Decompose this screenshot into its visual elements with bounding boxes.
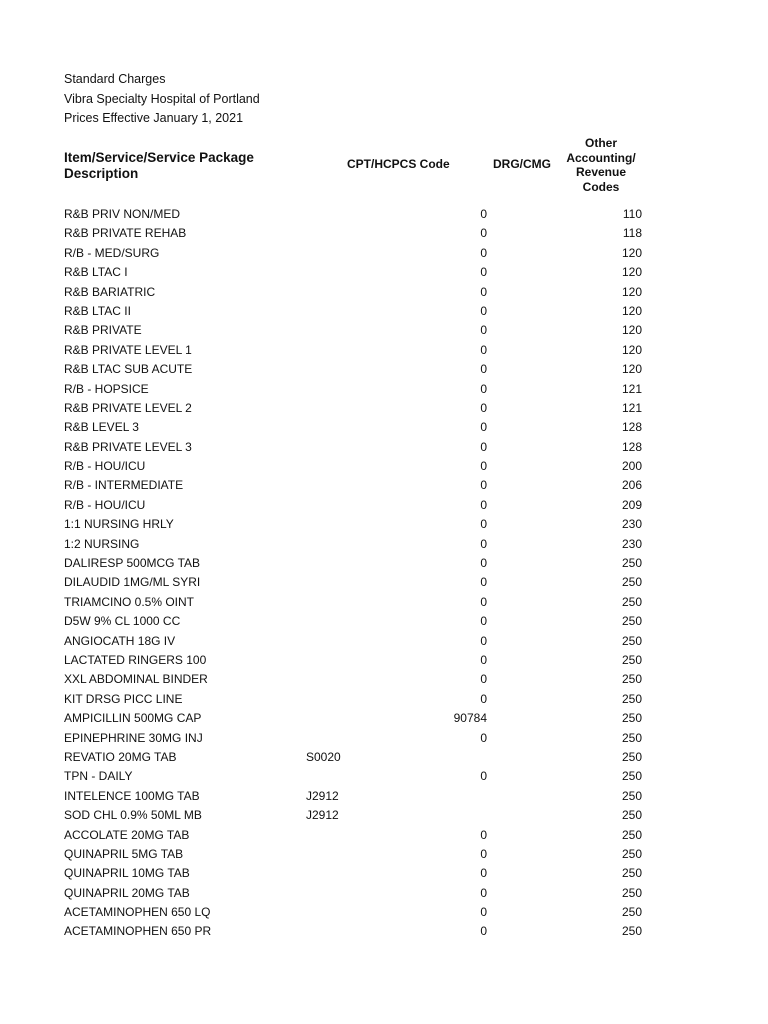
- drg-code: 0: [480, 381, 487, 396]
- table-row: [0, 399, 768, 418]
- item-description: DALIRESP 500MCG TAB: [64, 556, 201, 571]
- drg-code: 0: [480, 265, 487, 280]
- table-row: [0, 826, 768, 845]
- revenue-code: 250: [621, 808, 642, 823]
- drg-column-header: DRG/CMG: [493, 157, 551, 171]
- table-row: [0, 632, 768, 651]
- revenue-code: 250: [621, 556, 642, 571]
- drg-code: 0: [480, 885, 487, 900]
- drg-code: 0: [480, 730, 487, 745]
- revenue-code: 250: [621, 614, 642, 629]
- drg-code: 90784: [453, 711, 487, 726]
- table-row: [0, 438, 768, 457]
- cpt-column-header: CPT/HCPCS Code: [347, 157, 450, 171]
- item-description: R/B - HOPSICE: [64, 381, 149, 396]
- item-description: ACETAMINOPHEN 650 LQ: [64, 905, 211, 920]
- item-description: R/B - HOU/ICU: [64, 497, 146, 512]
- item-description: QUINAPRIL 20MG TAB: [64, 885, 190, 900]
- item-description: AMPICILLIN 500MG CAP: [64, 711, 202, 726]
- document-header: [64, 70, 260, 129]
- revenue-code: 120: [621, 284, 642, 299]
- table-row: [0, 573, 768, 592]
- revenue-code: 250: [621, 652, 642, 667]
- table-row: [0, 515, 768, 534]
- item-description: QUINAPRIL 5MG TAB: [64, 846, 184, 861]
- table-row: [0, 535, 768, 554]
- table-row: [0, 845, 768, 864]
- drg-code: 0: [480, 672, 487, 687]
- item-description: TRIAMCINO 0.5% OINT: [64, 594, 195, 609]
- item-description: R&B BARIATRIC: [64, 284, 156, 299]
- drg-code: 0: [480, 323, 487, 338]
- item-description: ACCOLATE 20MG TAB: [64, 827, 190, 842]
- drg-code: 0: [480, 478, 487, 493]
- revenue-code: 250: [621, 711, 642, 726]
- revenue-code: 120: [621, 245, 642, 260]
- revenue-code: 250: [621, 672, 642, 687]
- table-row: [0, 884, 768, 903]
- revenue-code: 120: [621, 323, 642, 338]
- drg-code: 0: [480, 866, 487, 881]
- item-description: DILAUDID 1MG/ML SYRI: [64, 575, 201, 590]
- table-row: [0, 263, 768, 282]
- drg-code: 0: [480, 207, 487, 221]
- drg-code: 0: [480, 284, 487, 299]
- revenue-code: 250: [621, 691, 642, 706]
- drg-code: 0: [480, 400, 487, 415]
- table-row: [0, 922, 768, 941]
- drg-code: 0: [480, 517, 487, 532]
- charges-table: [0, 205, 768, 942]
- hospital-name: Vibra Specialty Hospital of Portland: [64, 91, 260, 106]
- item-description: 1:1 NURSING HRLY: [64, 517, 174, 532]
- item-description: R&B LTAC II: [64, 303, 131, 318]
- table-row: [0, 341, 768, 360]
- item-description: R&B PRIVATE LEVEL 3: [64, 439, 192, 454]
- drg-code: 0: [480, 303, 487, 318]
- drg-code: 0: [480, 459, 487, 474]
- table-row: [0, 748, 768, 767]
- table-row: [0, 806, 768, 825]
- item-description: R&B LEVEL 3: [64, 420, 139, 435]
- effective-date: Prices Effective January 1, 2021: [64, 111, 244, 125]
- revenue-code: 230: [621, 536, 642, 551]
- table-row: [0, 709, 768, 728]
- item-description: REVATIO 20MG TAB: [64, 749, 177, 764]
- revenue-code: 120: [621, 342, 642, 357]
- revenue-code: 250: [621, 788, 642, 803]
- item-description: R&B LTAC SUB ACUTE: [64, 362, 193, 377]
- drg-code: 0: [480, 905, 487, 920]
- item-description: ACETAMINOPHEN 650 PR: [64, 924, 212, 939]
- revenue-code: 250: [621, 575, 642, 590]
- revenue-code: 250: [621, 866, 642, 881]
- table-row: [0, 205, 768, 224]
- drg-code: 0: [480, 827, 487, 842]
- table-row: [0, 864, 768, 883]
- table-row: [0, 787, 768, 806]
- revenue-code: 128: [621, 439, 642, 454]
- revenue-code: 118: [622, 226, 642, 241]
- drg-code: 0: [480, 691, 487, 706]
- revenue-code: 250: [621, 885, 642, 900]
- revenue-code: 128: [621, 420, 642, 435]
- revenue-code: 206: [621, 478, 642, 493]
- revenue-code: 250: [621, 633, 642, 648]
- revenue-code: 250: [621, 749, 642, 764]
- revenue-code: 120: [621, 265, 642, 280]
- table-row: [0, 612, 768, 631]
- cpt-code: J2912: [306, 808, 339, 823]
- revenue-code: 250: [621, 594, 642, 609]
- document-title: Standard Charges: [64, 72, 166, 86]
- drg-code: 0: [480, 769, 487, 784]
- drg-code: 0: [480, 245, 487, 260]
- drg-code: 0: [480, 439, 487, 454]
- item-description: SOD CHL 0.9% 50ML MB: [64, 808, 202, 823]
- drg-code: 0: [480, 362, 487, 377]
- table-row: [0, 593, 768, 612]
- description-column-header: Item/Service/Service Package Description: [64, 150, 254, 181]
- table-row: [0, 476, 768, 495]
- table-row: [0, 903, 768, 922]
- table-row: [0, 457, 768, 476]
- revenue-code: 250: [621, 905, 642, 920]
- item-description: XXL ABDOMINAL BINDER: [64, 672, 208, 687]
- revenue-code: 120: [621, 362, 642, 377]
- drg-code: 0: [480, 556, 487, 571]
- revenue-code: 250: [621, 769, 642, 784]
- item-description: EPINEPHRINE 30MG INJ: [64, 730, 203, 745]
- drg-code: 0: [480, 575, 487, 590]
- item-description: TPN - DAILY: [64, 769, 133, 784]
- table-row: [0, 690, 768, 709]
- table-row: [0, 244, 768, 263]
- item-description: QUINAPRIL 10MG TAB: [64, 866, 190, 881]
- revenue-column-header: Other Accounting/ Revenue Codes: [566, 136, 636, 194]
- drg-code: 0: [480, 226, 487, 241]
- drg-code: 0: [480, 342, 487, 357]
- item-description: R/B - MED/SURG: [64, 245, 160, 260]
- table-row: [0, 283, 768, 302]
- item-description: R/B - INTERMEDIATE: [64, 478, 184, 493]
- revenue-code: 250: [621, 730, 642, 745]
- table-row: [0, 554, 768, 573]
- revenue-code: 250: [621, 827, 642, 842]
- revenue-code: 209: [621, 497, 642, 512]
- item-description: 1:2 NURSING: [64, 536, 140, 551]
- cpt-code: J2912: [306, 788, 339, 803]
- table-row: [0, 670, 768, 689]
- revenue-code: 230: [621, 517, 642, 532]
- revenue-code: 120: [621, 303, 642, 318]
- item-description: R&B PRIVATE: [64, 323, 142, 338]
- table-row: [0, 496, 768, 515]
- revenue-code: 250: [621, 924, 642, 939]
- revenue-code: 121: [621, 400, 642, 415]
- table-row: [0, 321, 768, 340]
- drg-code: 0: [480, 420, 487, 435]
- drg-code: 0: [480, 594, 487, 609]
- table-row: [0, 302, 768, 321]
- table-row: [0, 380, 768, 399]
- cpt-code: S0020: [306, 749, 341, 764]
- drg-code: 0: [480, 614, 487, 629]
- item-description: R&B PRIV NON/MED: [64, 207, 181, 221]
- drg-code: 0: [480, 924, 487, 939]
- item-description: LACTATED RINGERS 100: [64, 652, 207, 667]
- drg-code: 0: [480, 497, 487, 512]
- table-row: [0, 418, 768, 437]
- item-description: R/B - HOU/ICU: [64, 459, 146, 474]
- revenue-code: 110: [622, 207, 642, 221]
- table-row: [0, 224, 768, 243]
- revenue-code: 200: [621, 459, 642, 474]
- table-row: [0, 729, 768, 748]
- drg-code: 0: [480, 652, 487, 667]
- item-description: R&B PRIVATE LEVEL 2: [64, 400, 192, 415]
- item-description: ANGIOCATH 18G IV: [64, 633, 176, 648]
- drg-code: 0: [480, 846, 487, 861]
- table-row: [0, 767, 768, 786]
- table-row: [0, 360, 768, 379]
- item-description: R&B PRIVATE LEVEL 1: [64, 342, 192, 357]
- drg-code: 0: [480, 536, 487, 551]
- item-description: INTELENCE 100MG TAB: [64, 788, 200, 803]
- item-description: KIT DRSG PICC LINE: [64, 691, 183, 706]
- item-description: R&B PRIVATE REHAB: [64, 226, 187, 241]
- revenue-code: 121: [621, 381, 642, 396]
- table-row: [0, 651, 768, 670]
- item-description: R&B LTAC I: [64, 265, 128, 280]
- drg-code: 0: [480, 633, 487, 648]
- revenue-code: 250: [621, 846, 642, 861]
- item-description: D5W 9% CL 1000 CC: [64, 614, 181, 629]
